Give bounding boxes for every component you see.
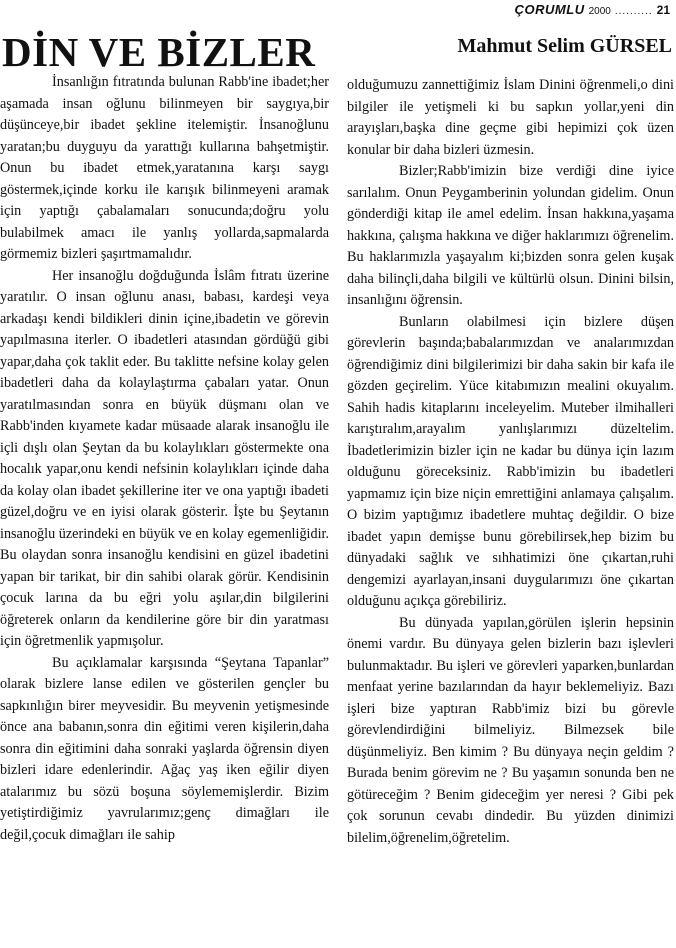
paragraph: Her insanoğlu doğduğunda İslâm fıtratı üzerine yaratılır. O insan oğlunu anası, babası, kardeşi veya arkadaşı kendi bildikleri dinin içine,ibadetin ve görevin yapılmasına iterler. O ibadetleri atasından gördüğü gibi yapar,daha çok taklit eder. Bu taklitte nefsine kolay gelen ibadetleri daha da kolaylaştırma çabaları yatar. Onun yaratılmasından sonra en büyük düşmanı olan ve Rabb'inden kıyamete kadar müsaade alarak insanoğlu ile içli dışlı olan Şeytan da bu kolaylıkları göstermekte ona hocalık yapar,onu kendi nefsinin kolaylıkları içinde daha da kolay olan ibadet şekillerine iter ve ona yaptığı ibadeti güzel,doğru ve en iyisi olarak gösterir. İşte bu Şeytanın insanoğlu üzerindeki en büyük ve en kolay egemenliğidir. Bu olaydan sonra insanoğlu kendisini en güzel ibadetini yapan bir tarikat, bir din sahibi olarak görür. Kendisinin çocuk larına da bu eğri yolu aşılar,din bilgilerini öğreterek onların da kendilerine göre bir din yaratması için öğretmenlik yapmışolur. — [0, 267, 329, 649]
text-column-left — [0, 72, 329, 846]
article-title: DİN VE BİZLER — [2, 29, 316, 75]
page-number: 21 — [656, 3, 670, 17]
issue-year: 2000 — [588, 6, 611, 17]
paragraph: Bizler;Rabb'imizin bize verdiği dine iyice sarılalım. Onun Peygamberinin yolundan gidelim. Onun gönderdiği kitap ile amel edelim. İnsan hakkına,yaşama hakkına, çalışma hakkına ve diğer haklarımızı öğrenelim. Bu haklarımızla yaşayalım ki;bizden sonra gelen kuşak daha bilinçli,daha bilgili ve kültürlü olsun. Dinini bilsin, insanlığını öğrensin. — [347, 163, 674, 308]
article-author: Mahmut Selim GÜRSEL — [457, 35, 672, 57]
paragraph: olduğumuzu zannettiğimiz İslam Dinini öğrenmeli,o dini bilgiler ile yetişmeli ki bu sapkın yollar,yeni din arayışları,başka dine geçme gibi hepimizi çok üzen konular bir daha bizleri üzmesin. — [347, 77, 674, 158]
page-header — [515, 2, 670, 17]
paragraph: Bu dünyada yapılan,görülen işlerin hepsinin önemi vardır. Bu dünyaya gelen bizlerin bazı işlevleri bulunmaktadır. Bu işleri ve görevleri yaparken,bunlardan menfaat yerine bazılarından da hayır beklemeliyiz. Bazı işleri bize yaptıran Rabb'imiz bizi bu görevle görevlendirdiğini bilmeliyiz. Bilmezsek bile düşünmeliyiz. Ben kimim ? Bu dünyaya neçin geldim ? Burada benim görevim ne ? Bu yaşamın sonunda ben ne götüreceğim ? Benim gideceğim yer neresi ? Gibi pek çok sorunun cevabı dindedir. Bu yüzden dinimizi bilelim,öğrenelim,öğretelim. — [347, 614, 674, 846]
paragraph: Bu açıklamalar karşısında “Şeytana Tapanlar” olarak bizlere lanse edilen ve gösterilen gençler bu sapkınlığın birer meyvesidir. Bu meyvenin yetişmesinde önce ana babanın,sonra din eğitimi veren kişilerin,daha sonra din eğitimini daha sonraki yaşlarda öğrensin diyen bizleri idare edenlerindir. Ağaç yaş iken eğilir diyen atalarımız bu sözü boşuna söylememişlerdir. Bizim yetiştirdiğimiz yavrularımız;genç dimağları ile değil,çocuk dimağları ile sahip — [0, 654, 329, 843]
magazine-logo: ÇORUMLU — [514, 2, 585, 17]
paragraph: Bunların olabilmesi için bizlere düşen görevlerin başında;babalarımızdan ve analarımızdan öğrendiğimiz dini bilgilerimizi bir daha sakin bir kafa ile gözden geçirelim. Yüce kitabımızın mealini okuyalım. Sahih hadis kitaplarını inceleyelim. Muteber ilmihalleri karıştıralım,arayalım yanlışlarımızı düzeltelim. İbadetlerimizin bizler için ne kadar bu dünya için lazım olduğunu göreceksiniz. Rabb'imizin bu ibadetleri yapmamız için bize niçin emrettiğini anlamaya çalışalım. O bizim yaptığımız ibadetlere muhtaç değildir. O bize ibadet yapın demişse bunu görebilirsek,hep bizim bu dünyadaki sağlık ve sıhhatimizi öne çıkartan,ruhi dengemizi ayarlayan,insani duygularımızı öne çıkartan olduğunu açıkça görebiliriz. — [347, 313, 674, 609]
paragraph: İnsanlığın fıtratında bulunan Rabb'ine ibadet;her aşamada insan oğlunu bilinmeyen bir saygıya,bir düşünceye,bir ibadet şekline itelemiştir. İnsanoğlunu yaratan;bu duyguyu da yarattığı kullarına bahşetmiştir. Onun bu ibadet etmek,yaratanına karşı saygı göstermek,içinde korku ile karışık bilinmeyeni aramak için yaptığı çabalamaları sonucunda;doğru yolu bulabilmek amacı ile yanlış yollarda,sapmalarda görmemiz bizleri şaşırtmamalıdır. — [0, 74, 329, 262]
text-column-right — [347, 75, 674, 849]
header-dots: .......... — [614, 6, 653, 17]
